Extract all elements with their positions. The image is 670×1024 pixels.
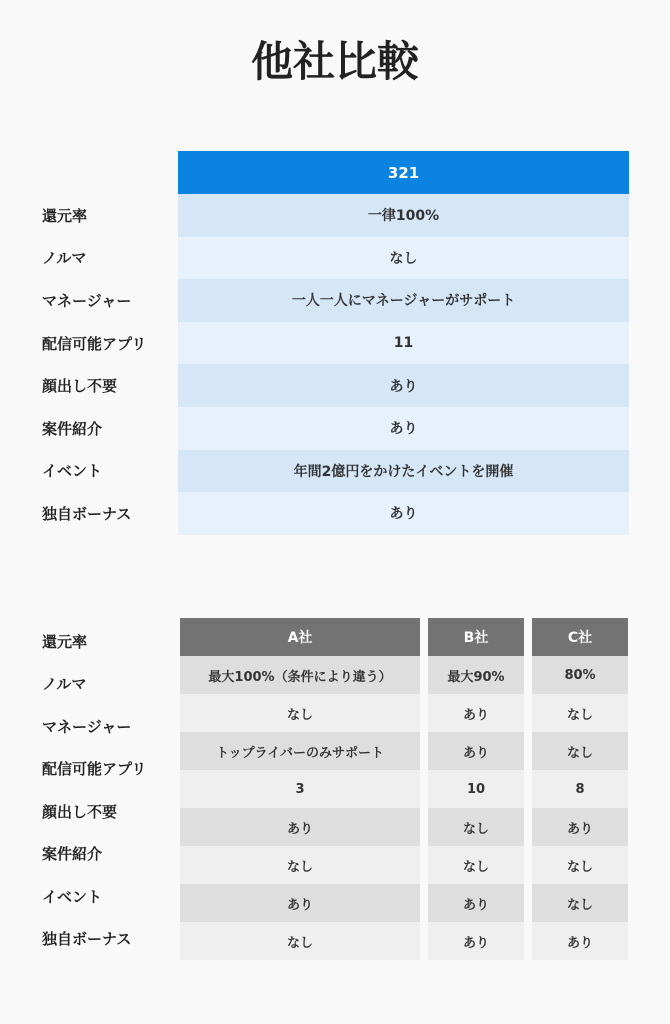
company-a-column (180, 618, 420, 960)
table2-cell: あり (180, 808, 420, 846)
table2-cell: あり (428, 732, 524, 770)
table2-cell: 8 (532, 770, 628, 808)
table2-cell: 最大90% (428, 656, 524, 694)
table2-cell: あり (428, 694, 524, 732)
table2-cell: なし (532, 732, 628, 770)
row-label: 配信可能アプリ (42, 760, 147, 779)
table2-cell: あり (180, 884, 420, 922)
table2-cell: あり (428, 922, 524, 960)
table1-cell: あり (178, 364, 629, 407)
row-label: 案件紹介 (42, 419, 103, 438)
table2-cell: あり (428, 884, 524, 922)
table1-values (178, 194, 629, 535)
table2-cell: 3 (180, 770, 420, 808)
table1-cell: 年間2億円をかけたイベントを開催 (178, 450, 629, 493)
table2-cell: トップライバーのみサポート (180, 732, 420, 770)
row-label: 独自ボーナス (42, 504, 132, 523)
table2-labels (42, 620, 180, 960)
table2-cell: なし (532, 884, 628, 922)
company-c-header: C社 (532, 618, 628, 656)
row-label: 顔出し不要 (42, 377, 118, 396)
table1-cell: なし (178, 237, 629, 280)
table1-header: 321 (178, 151, 629, 194)
row-label: 還元率 (42, 632, 88, 651)
row-label: 案件紹介 (42, 845, 103, 864)
company-b-header: B社 (428, 618, 524, 656)
row-label: イベント (42, 462, 103, 481)
table2-cell: なし (180, 846, 420, 884)
table2-cell: なし (180, 922, 420, 960)
page-title: 他社比較 (250, 37, 419, 86)
table1-cell: あり (178, 407, 629, 450)
table2-cell: 最大100%（条件により違う） (180, 656, 420, 694)
company-a-header: A社 (180, 618, 420, 656)
row-label: ノルマ (42, 249, 87, 268)
table1-labels (42, 194, 178, 535)
table1-cell: あり (178, 492, 629, 535)
row-label: 顔出し不要 (42, 802, 118, 821)
table2-cell: なし (428, 808, 524, 846)
table1-cell: 11 (178, 322, 629, 365)
table2-cell: あり (532, 922, 628, 960)
row-label: イベント (42, 887, 103, 906)
table1-cell: 一人一人にマネージャーがサポート (178, 279, 629, 322)
company-b-column (428, 618, 524, 960)
table2-cell: なし (180, 694, 420, 732)
table2-cell: 80% (532, 656, 628, 694)
row-label: 配信可能アプリ (42, 334, 147, 353)
table2-cell: なし (428, 846, 524, 884)
row-label: 還元率 (42, 206, 88, 225)
row-label: ノルマ (42, 675, 87, 694)
row-label: 独自ボーナス (42, 930, 132, 949)
table2-cell: なし (532, 694, 628, 732)
table1-cell: 一律100% (178, 194, 629, 237)
row-label: マネージャー (42, 717, 132, 736)
table2-cell: 10 (428, 770, 524, 808)
table2-cell: なし (532, 846, 628, 884)
row-label: マネージャー (42, 291, 132, 310)
company-c-column (532, 618, 628, 960)
table2-cell: あり (532, 808, 628, 846)
